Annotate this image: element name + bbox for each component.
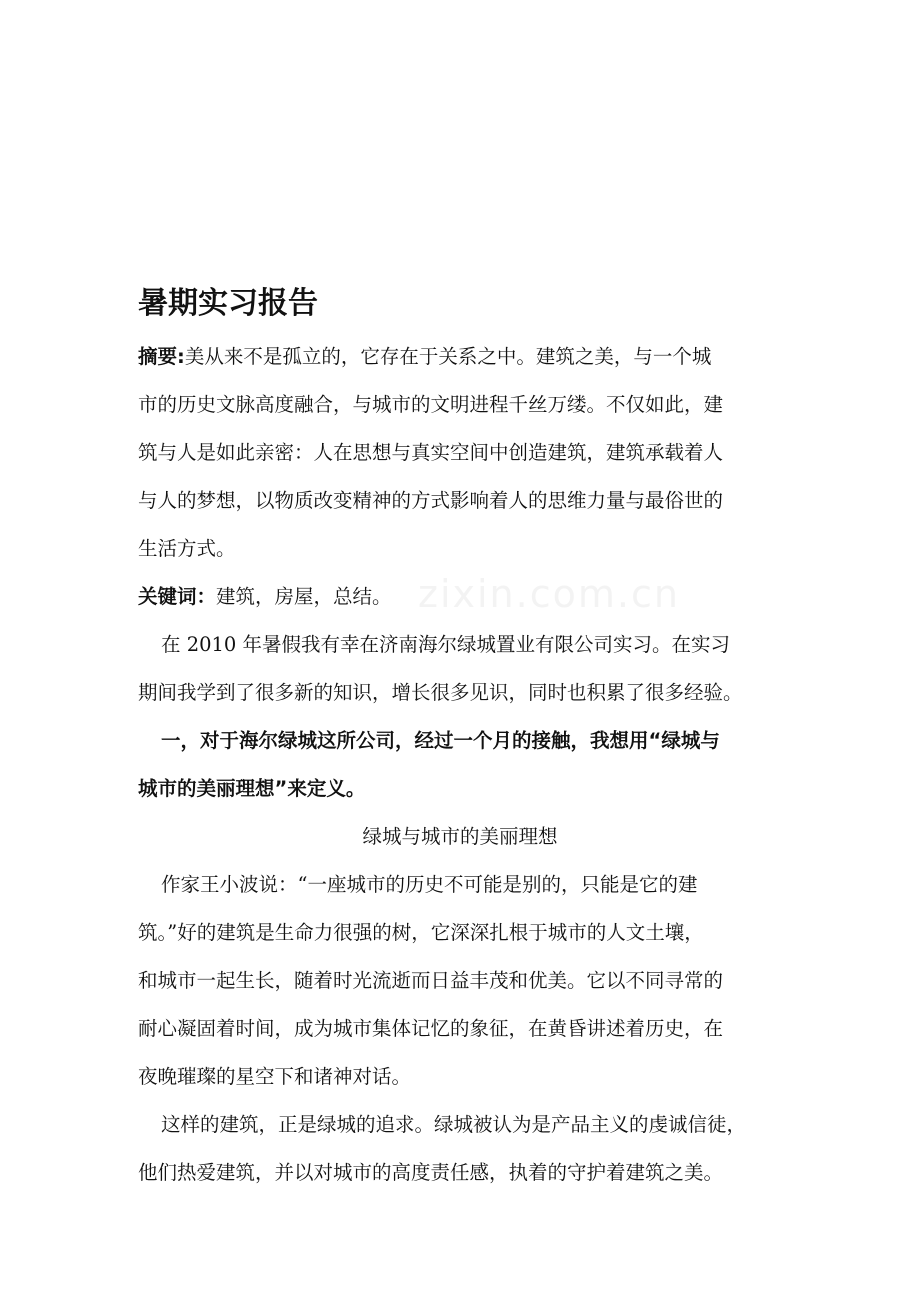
abstract-line-1	[138, 333, 788, 381]
section-heading-line-2: 城市的美丽理想”来定义。	[138, 777, 366, 800]
abstract-line-3: 筑与人是如此亲密：人在思想与真实空间中创造建筑，建筑承载着人	[138, 441, 724, 464]
keywords-line	[138, 573, 788, 621]
para1-line-2: 筑。”好的建筑是生命力很强的树，它深深扎根于城市的人文土壤，	[138, 921, 704, 944]
abstract-line-5: 生活方式。	[138, 537, 236, 560]
report-title: 暑期实习报告	[138, 286, 318, 321]
subtitle: 绿城与城市的美丽理想	[362, 825, 558, 848]
keywords-text: 建筑，房屋，总结。	[216, 585, 392, 608]
intro-line-2: 期间我学到了很多新的知识，增长很多见识，同时也积累了很多经验。	[138, 681, 743, 704]
para1-line-5: 夜晚璀璨的星空下和诸神对话。	[138, 1065, 412, 1088]
para1-line-1: 作家王小波说：“一座城市的历史不可能是别的，只能是它的建	[161, 873, 698, 896]
abstract-line-4: 与人的梦想，以物质改变精神的方式影响着人的思维力量与最俗世的	[138, 489, 724, 512]
abstract-line-2: 市的历史文脉高度融合，与城市的文明进程千丝万缕。不仅如此，建	[138, 393, 724, 416]
abstract-text: 美从来不是孤立的，它存在于关系之中。建筑之美，与一个城	[184, 345, 712, 368]
para1-line-3: 和城市一起生长，随着时光流逝而日益丰茂和优美。它以不同寻常的	[138, 969, 724, 992]
document-body	[138, 333, 788, 1197]
para2-line-2: 他们热爱建筑，并以对城市的高度责任感，执着的守护着建筑之美。	[138, 1161, 724, 1184]
para1-line-4: 耐心凝固着时间，成为城市集体记忆的象征，在黄昏讲述着历史，在	[138, 1017, 724, 1040]
intro-line-1: 在 2010 年暑假我有幸在济南海尔绿城置业有限公司实习。在实习	[161, 633, 731, 656]
para2-line-1: 这样的建筑，正是绿城的追求。绿城被认为是产品主义的虔诚信徒，	[161, 1113, 747, 1136]
keywords-label: 关键词：	[138, 585, 217, 608]
section-heading-line-1: 一，对于海尔绿城这所公司，经过一个月的接触，我想用“绿城与	[161, 729, 720, 752]
abstract-label: 摘要:	[138, 345, 185, 368]
watermark: zixin.com.cn	[418, 572, 680, 616]
